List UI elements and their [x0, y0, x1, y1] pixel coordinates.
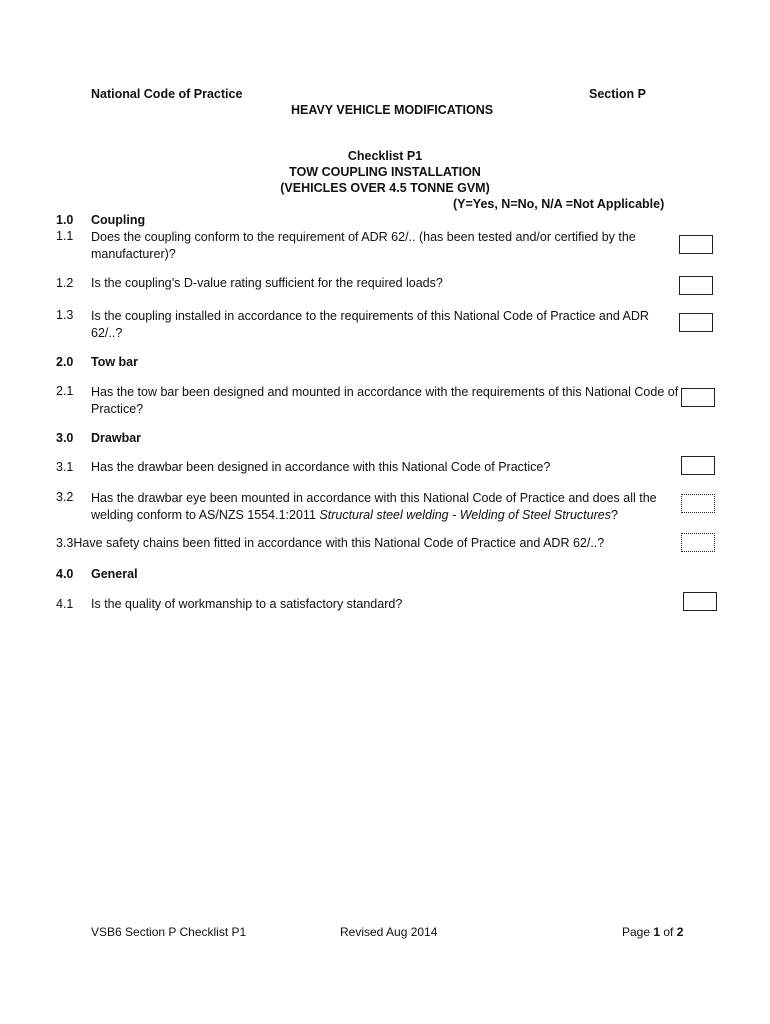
section-3-title: Drawbar [91, 431, 142, 445]
section-1-number: 1.0 [56, 213, 74, 227]
item-1-3-number: 1.3 [56, 308, 74, 322]
section-1-title: Coupling [91, 213, 146, 227]
item-1-1-number: 1.1 [56, 229, 74, 243]
checklist-subtitle: (VEHICLES OVER 4.5 TONNE GVM) [280, 181, 490, 195]
item-4-1-number: 4.1 [56, 597, 74, 611]
item-3-2-text-end: ? [610, 508, 618, 522]
item-3-2-text-start: Has the drawbar eye been mounted in accordance with this National Code of Practice and does all the welding conform to AS/NZS 1554.1:2011 [91, 491, 657, 522]
footer-document-id: VSB6 Section P Checklist P1 [91, 925, 247, 939]
item-1-3-answer-box[interactable] [679, 313, 713, 332]
item-1-3-question: Is the coupling installed in accordance to the requirements of this National Code of Practice and ADR 62/..? [91, 309, 649, 340]
item-4-1-answer-box[interactable] [683, 592, 717, 611]
section-3-number: 3.0 [56, 431, 74, 445]
item-1-1-answer-box[interactable] [679, 235, 713, 254]
footer-page-prefix: Page [622, 925, 654, 939]
item-3-2-number: 3.2 [56, 490, 74, 504]
item-2-1-answer-box[interactable] [681, 388, 715, 407]
section-4-number: 4.0 [56, 567, 74, 581]
item-3-2-question [91, 490, 683, 524]
section-2-title: Tow bar [91, 355, 138, 369]
section-4-title: General [91, 567, 138, 581]
item-3-1-answer-box[interactable] [681, 456, 715, 475]
header-left: National Code of Practice [91, 87, 243, 101]
footer-revision-date: Revised Aug 2014 [340, 925, 438, 939]
item-1-1-question: Does the coupling conform to the requirement of ADR 62/.. (has been tested and/or certified by the manufacturer)? [91, 230, 636, 261]
item-3-3-question: 3.3Have safety chains been fitted in accordance with this National Code of Practice and ADR 62/..? [56, 536, 605, 550]
item-1-2-answer-box[interactable] [679, 276, 713, 295]
header-right: Section P [589, 87, 646, 101]
checklist-number: Checklist P1 [347, 149, 423, 163]
item-3-2-answer-box[interactable] [681, 494, 715, 513]
section-2-number: 2.0 [56, 355, 74, 369]
checklist-title: TOW COUPLING INSTALLATION [289, 165, 481, 179]
item-3-2-text-italic: Structural steel welding - Welding of Steel Structures [319, 508, 611, 522]
answer-legend: (Y=Yes, N=No, N/A =Not Applicable) [453, 197, 665, 211]
item-3-1-number: 3.1 [56, 460, 74, 474]
item-1-2-number: 1.2 [56, 276, 74, 290]
header-title: HEAVY VEHICLE MODIFICATIONS [291, 103, 494, 117]
item-4-1-question: Is the quality of workmanship to a satisfactory standard? [91, 597, 403, 611]
item-1-2-question: Is the coupling’s D-value rating sufficient for the required loads? [91, 276, 443, 290]
footer-page-number [622, 925, 683, 939]
item-2-1-number: 2.1 [56, 384, 74, 398]
item-3-1-question: Has the drawbar been designed in accordance with this National Code of Practice? [91, 460, 551, 474]
item-2-1-question: Has the tow bar been designed and mounted in accordance with the requirements of this National Code of Practice? [91, 385, 679, 416]
footer-page-of: of [660, 925, 677, 939]
item-3-3-answer-box[interactable] [681, 533, 715, 552]
footer-page-total: 2 [676, 925, 684, 939]
footer-page-current: 1 [653, 925, 661, 939]
